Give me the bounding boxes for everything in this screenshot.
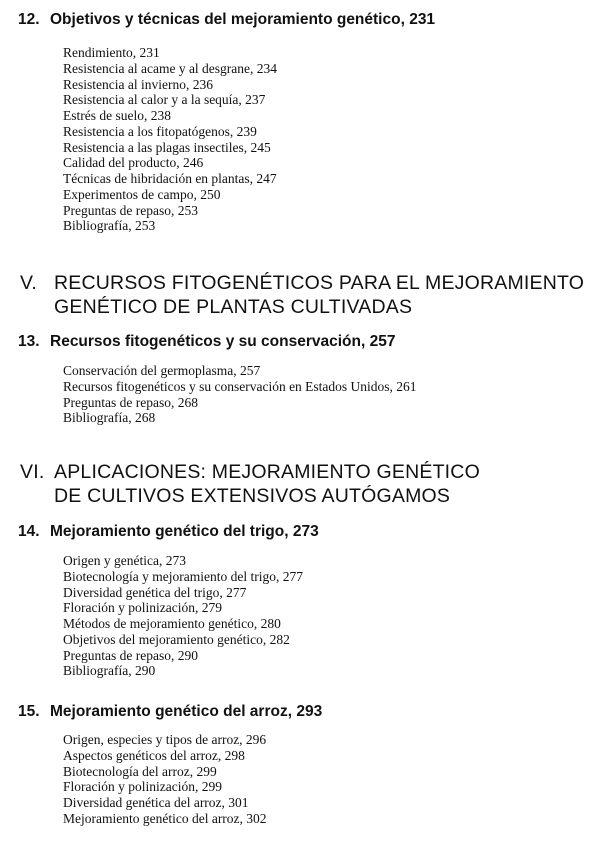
chapter-13-sections bbox=[63, 363, 417, 426]
chapter-title: Objetivos y técnicas del mejoramiento genético, 231 bbox=[50, 11, 436, 28]
section-entry: Resistencia a las plagas insectiles, 245 bbox=[63, 139, 271, 155]
section-entry: Rendimiento, 231 bbox=[63, 45, 160, 60]
section-entry: Biotecnología y mejoramiento del trigo, 277 bbox=[63, 568, 303, 584]
section-entry: Experimentos de campo, 250 bbox=[63, 186, 221, 202]
section-entry: Calidad del producto, 246 bbox=[63, 155, 204, 171]
chapter-14-heading bbox=[18, 523, 319, 541]
section-entry: Diversidad genética del arroz, 301 bbox=[63, 795, 249, 810]
section-entry: Origen y genética, 273 bbox=[63, 553, 186, 568]
chapter-title: Mejoramiento genético del arroz, 293 bbox=[50, 703, 323, 720]
section-entry: Bibliografía, 290 bbox=[63, 663, 156, 679]
chapter-12-heading bbox=[18, 11, 435, 29]
section-entry: Floración y polinización, 299 bbox=[63, 779, 222, 795]
part-vi-heading bbox=[20, 460, 480, 508]
section-entry: Origen, especies y tipos de arroz, 296 bbox=[63, 732, 267, 747]
chapter-15-heading bbox=[18, 703, 322, 721]
section-entry: Resistencia al calor y a la sequía, 237 bbox=[63, 92, 266, 108]
chapter-title: Recursos fitogenéticos y su conservación, 257 bbox=[50, 333, 396, 350]
section-entry: Floración y polinización, 279 bbox=[63, 600, 222, 616]
section-entry: Técnicas de hibridación en plantas, 247 bbox=[63, 171, 277, 186]
chapter-number: 15. bbox=[18, 703, 40, 720]
part-number: VI. bbox=[20, 461, 45, 483]
part-title-line-2: GENÉTICO DE PLANTAS CULTIVADAS bbox=[54, 296, 413, 318]
chapter-number: 14. bbox=[18, 523, 40, 540]
section-entry: Mejoramiento genético del arroz, 302 bbox=[63, 810, 267, 826]
section-entry: Bibliografía, 253 bbox=[63, 218, 156, 234]
chapter-number: 12. bbox=[18, 11, 40, 28]
chapter-12-sections bbox=[63, 45, 277, 234]
section-entry: Resistencia a los fitopatógenos, 239 bbox=[63, 123, 257, 139]
section-entry: Preguntas de repaso, 268 bbox=[63, 394, 198, 410]
section-entry: Preguntas de repaso, 253 bbox=[63, 202, 198, 218]
section-entry: Recursos fitogenéticos y su conservación en Estados Unidos, 261 bbox=[63, 378, 417, 394]
chapter-15-sections bbox=[63, 732, 267, 827]
section-entry: Biotecnología del arroz, 299 bbox=[63, 763, 217, 779]
chapter-14-sections bbox=[63, 553, 303, 679]
chapter-number: 13. bbox=[18, 333, 40, 350]
section-entry: Métodos de mejoramiento genético, 280 bbox=[63, 616, 281, 631]
section-entry: Resistencia al acame y al desgrane, 234 bbox=[63, 60, 278, 76]
part-title-line-2: DE CULTIVOS EXTENSIVOS AUTÓGAMOS bbox=[54, 485, 451, 507]
section-entry: Estrés de suelo, 238 bbox=[63, 108, 171, 123]
part-v-heading bbox=[20, 271, 584, 319]
part-title-line-1: APLICACIONES: MEJORAMIENTO GENÉTICO bbox=[54, 461, 480, 483]
section-entry: Diversidad genética del trigo, 277 bbox=[63, 584, 247, 600]
section-entry: Objetivos del mejoramiento genético, 282 bbox=[63, 631, 290, 647]
chapter-title: Mejoramiento genético del trigo, 273 bbox=[50, 523, 319, 540]
section-entry: Preguntas de repaso, 290 bbox=[63, 647, 198, 663]
section-entry: Aspectos genéticos del arroz, 298 bbox=[63, 747, 245, 763]
part-number: V. bbox=[20, 272, 38, 294]
section-entry: Bibliografía, 268 bbox=[63, 410, 156, 426]
chapter-13-heading bbox=[18, 333, 395, 351]
section-entry: Resistencia al invierno, 236 bbox=[63, 76, 213, 92]
part-title-line-1: RECURSOS FITOGENÉTICOS PARA EL MEJORAMIENTO bbox=[54, 272, 585, 294]
section-entry: Conservación del germoplasma, 257 bbox=[63, 363, 261, 378]
